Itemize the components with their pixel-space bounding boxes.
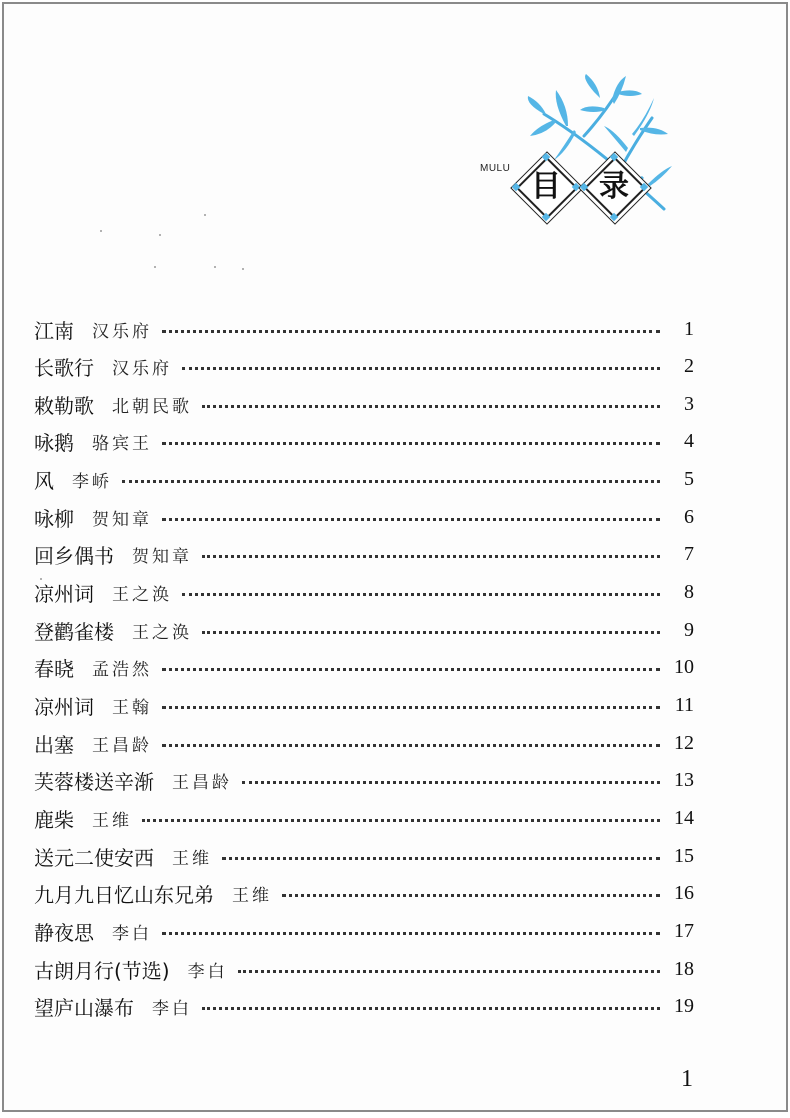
toc-entry-title: 凉州词	[34, 582, 94, 607]
toc-entry-page: 7	[684, 543, 694, 566]
toc-entry[interactable]	[34, 424, 694, 460]
toc-entry-title: 回乡偶书	[34, 544, 114, 569]
toc-entry-page: 3	[684, 392, 694, 415]
toc-entry-title: 敕勒歌	[34, 393, 94, 418]
dot-leader	[182, 593, 660, 596]
toc-entry[interactable]	[34, 612, 694, 648]
toc-entry-title: 咏鹅	[34, 431, 74, 456]
toc-entry-page: 8	[684, 581, 694, 604]
toc-entry-author: 贺知章	[92, 509, 152, 530]
toc-entry-page: 5	[684, 468, 694, 491]
dot-leader	[202, 405, 660, 408]
toc-entry-author: 北朝民歌	[112, 396, 192, 417]
dot-leader	[162, 668, 660, 671]
toc-entry-author: 王之涣	[112, 585, 172, 606]
toc-entry-author: 汉乐府	[92, 321, 152, 342]
toc-entry-author: 王维	[92, 810, 132, 831]
dot-leader	[222, 857, 660, 860]
toc-entry-page: 4	[684, 430, 694, 453]
dot-leader	[162, 442, 660, 445]
toc-entry-title: 出塞	[34, 732, 74, 757]
toc-entry-title: 静夜思	[34, 920, 94, 945]
toc-entry-page: 2	[684, 355, 694, 378]
toc-entry-page: 6	[684, 505, 694, 528]
dot-leader	[202, 1007, 660, 1010]
toc-entry-author: 王维	[232, 886, 272, 907]
toc-entry[interactable]	[34, 499, 694, 535]
toc-entry-title: 送元二使安西	[34, 845, 154, 870]
toc-entry-author: 王昌龄	[172, 773, 232, 794]
toc-entry-page: 1	[684, 317, 694, 340]
toc-entry-title: 古朗月行(节选)	[34, 958, 170, 983]
toc-entry[interactable]	[34, 462, 694, 498]
toc-entry-page: 17	[674, 919, 694, 942]
title-char-lu: 录	[599, 169, 629, 204]
title-diamond-2	[585, 158, 643, 216]
toc-entry-author: 骆宾王	[92, 434, 152, 455]
toc-entry-page: 15	[674, 844, 694, 867]
toc-entry-title: 鹿柴	[34, 807, 74, 832]
dot-leader	[162, 518, 660, 521]
toc-entry[interactable]	[34, 989, 694, 1025]
toc-header	[480, 74, 690, 224]
dot-leader	[182, 367, 660, 370]
dot-leader	[202, 631, 660, 634]
book-page	[2, 2, 788, 1112]
toc-entry-author: 王昌龄	[92, 735, 152, 756]
toc-entry-author: 李白	[187, 961, 228, 982]
toc-entry[interactable]	[34, 349, 694, 385]
toc-entry-title: 春晓	[34, 657, 74, 682]
toc-entry-page: 11	[674, 694, 694, 716]
toc-entry-page: 10	[674, 656, 694, 679]
toc-entry-page: 12	[674, 731, 694, 754]
toc-entry-author: 李白	[112, 923, 152, 944]
mulu-label: MULU	[480, 163, 511, 174]
toc-entry-title: 九月九日忆山东兄弟	[34, 883, 214, 908]
toc-entry[interactable]	[34, 575, 694, 611]
dot-leader	[238, 970, 660, 973]
toc-entry-page: 18	[674, 957, 694, 980]
dot-leader	[122, 480, 660, 483]
dot-leader	[162, 932, 660, 935]
toc-entry-author: 王翰	[112, 698, 152, 718]
toc-entry[interactable]	[34, 800, 694, 836]
toc-entry-title: 望庐山瀑布	[34, 996, 134, 1021]
toc-entry-author: 王之涣	[132, 622, 192, 643]
toc-entry-title: 长歌行	[34, 356, 94, 381]
toc-entry[interactable]	[34, 725, 694, 761]
toc-entry-author: 王维	[172, 848, 212, 869]
toc-entry-title: 芙蓉楼送辛渐	[34, 770, 154, 795]
toc-entry[interactable]	[34, 951, 694, 987]
toc-entry-author: 李白	[152, 999, 192, 1020]
dot-leader	[202, 555, 660, 558]
toc-entry-author: 李峤	[72, 472, 112, 493]
title-diamond-1	[517, 158, 575, 216]
toc-entry[interactable]	[34, 386, 694, 422]
toc-entry-page: 16	[674, 882, 694, 905]
toc-entry-author: 贺知章	[132, 547, 192, 568]
toc-entry-author: 汉乐府	[112, 359, 172, 380]
title-char-mu: 目	[531, 169, 561, 204]
dot-leader	[142, 819, 660, 822]
toc-entry-title: 登鹳雀楼	[34, 619, 114, 644]
toc-entry-title: 凉州词	[34, 695, 94, 719]
toc-entry-title: 风	[34, 469, 54, 494]
toc-entry-title: 江南	[34, 318, 74, 343]
toc-entry-title: 咏柳	[34, 506, 74, 531]
toc-entry[interactable]	[34, 537, 694, 573]
toc-entry[interactable]	[34, 876, 694, 912]
dot-leader	[162, 706, 660, 709]
toc-entry[interactable]	[34, 650, 694, 686]
toc-entry[interactable]	[34, 311, 694, 347]
toc-entry-author: 孟浩然	[92, 660, 152, 681]
toc-entry-page: 9	[684, 618, 694, 641]
toc-entry[interactable]	[34, 688, 694, 724]
toc-entry-page: 13	[674, 769, 694, 792]
toc-entry[interactable]	[34, 763, 694, 799]
toc-entry-page: 14	[674, 806, 694, 829]
dot-leader	[162, 744, 660, 747]
dot-leader	[162, 330, 660, 333]
toc-entry-page: 19	[674, 995, 694, 1018]
dot-leader	[282, 894, 660, 897]
page-number: 1	[681, 1066, 693, 1092]
toc-entry[interactable]	[34, 838, 694, 874]
dot-leader	[242, 781, 660, 784]
toc-entry[interactable]	[34, 913, 694, 949]
